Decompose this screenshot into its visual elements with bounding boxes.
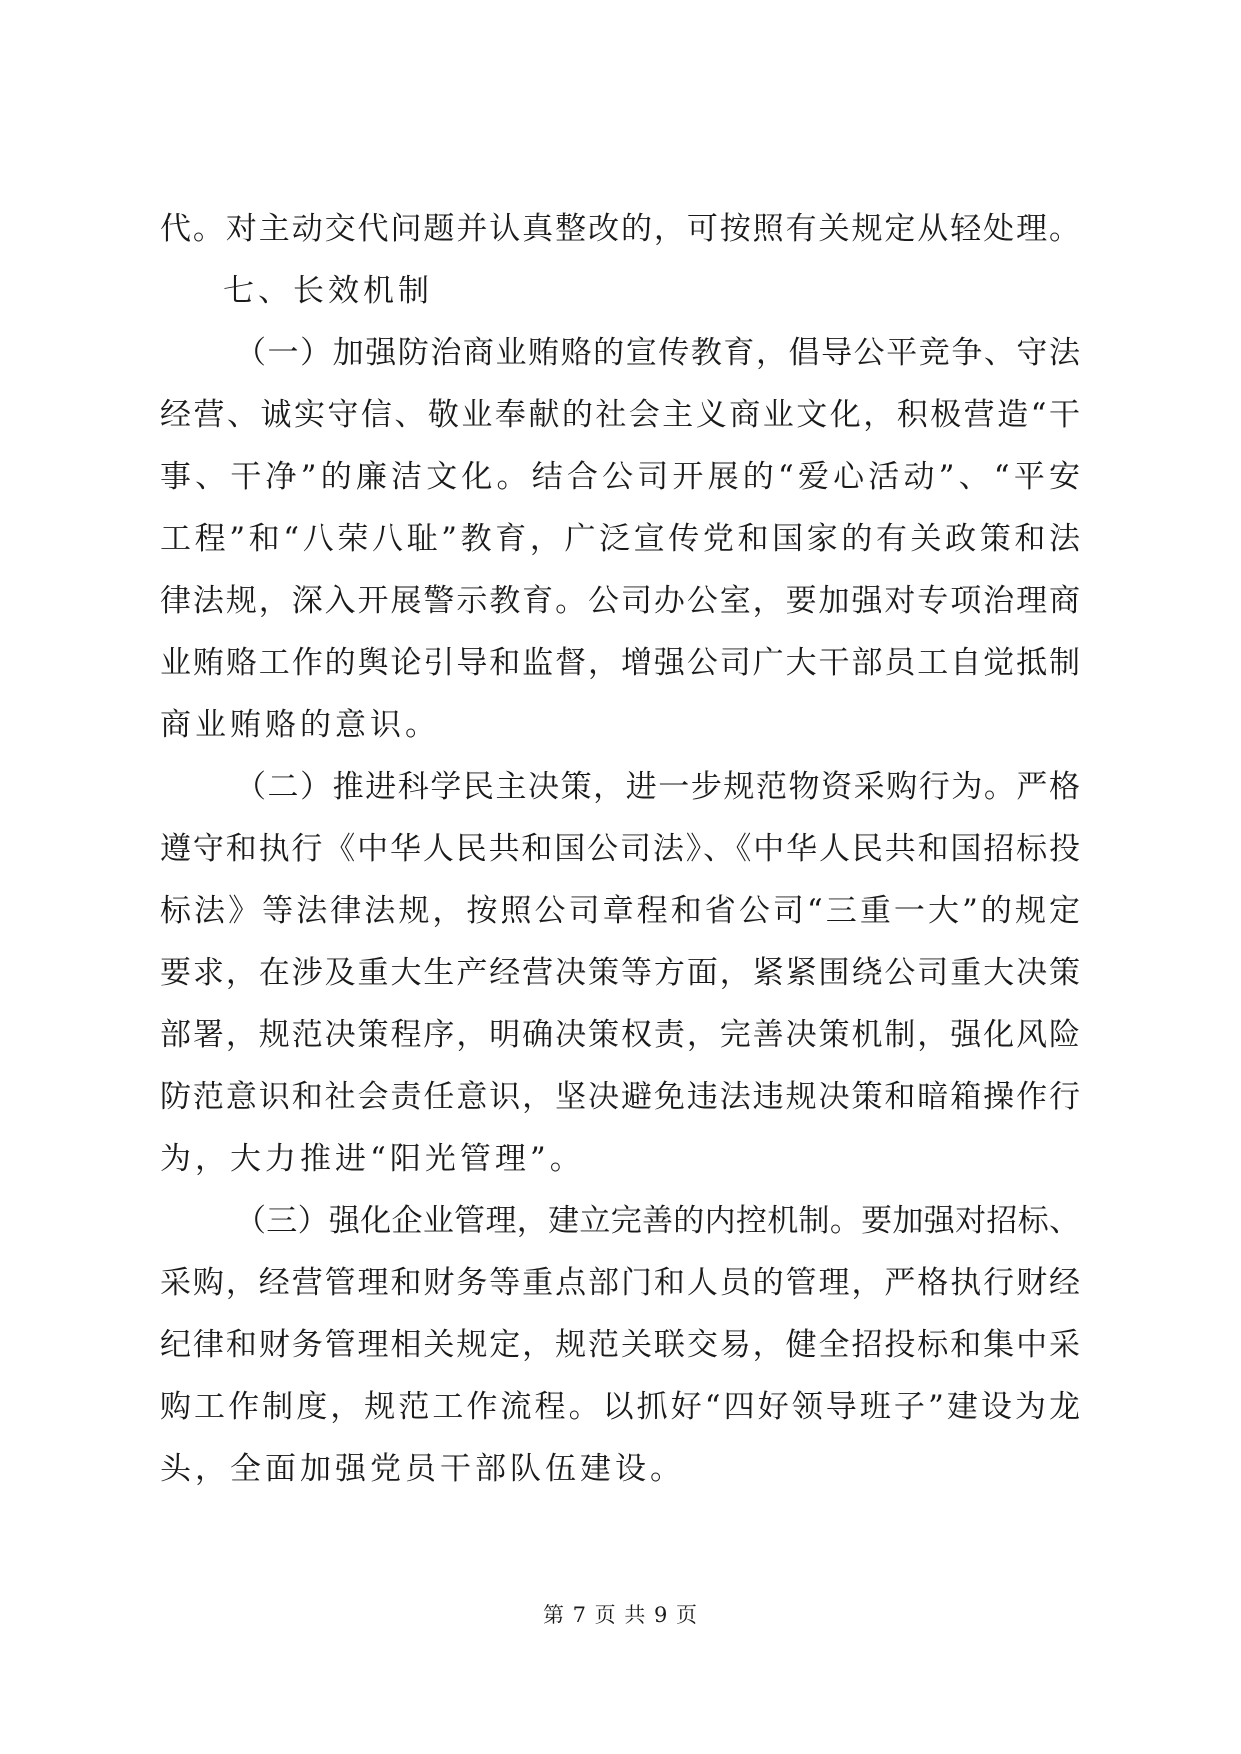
text-line: 采购，经营管理和财务等重点部门和人员的管理，严格执行财经 <box>160 1265 1080 1301</box>
paragraph-first-line: （三）强化企业管理，建立完善的内控机制。要加强对招标、 <box>235 1203 1080 1239</box>
section-heading: 七、长效机制 <box>223 273 433 309</box>
text-line: 部署，规范决策程序，明确决策权责，完善决策机制，强化风险 <box>160 1017 1080 1053</box>
text-line: 经营、诚实守信、敬业奉献的社会主义商业文化，积极营造“干 <box>160 397 1080 433</box>
text-line: 代。对主动交代问题并认真整改的，可按照有关规定从轻处理。 <box>160 211 1080 247</box>
text-line: 标法》等法律法规，按照公司章程和省公司“三重一大”的规定 <box>160 893 1080 929</box>
text-line: 防范意识和社会责任意识，坚决避免违法违规决策和暗箱操作行 <box>160 1079 1080 1115</box>
text-line: 纪律和财务管理相关规定，规范关联交易，健全招投标和集中采 <box>160 1327 1080 1363</box>
text-line: 商业贿赂的意识。 <box>160 707 440 743</box>
paragraph-first-line: （一）加强防治商业贿赂的宣传教育，倡导公平竞争、守法 <box>235 335 1080 371</box>
text-line: 头，全面加强党员干部队伍建设。 <box>160 1451 685 1487</box>
page-number: 第 7 页 共 9 页 <box>542 1603 699 1627</box>
text-line: 遵守和执行《中华人民共和国公司法》、《中华人民共和国招标投 <box>160 831 1080 867</box>
paragraph-first-line: （二）推进科学民主决策，进一步规范物资采购行为。严格 <box>235 769 1080 805</box>
text-line: 要求，在涉及重大生产经营决策等方面，紧紧围绕公司重大决策 <box>160 955 1080 991</box>
text-line: 律法规，深入开展警示教育。公司办公室，要加强对专项治理商 <box>160 583 1080 619</box>
document-body <box>160 198 1080 1500</box>
text-line: 事、干净”的廉洁文化。结合公司开展的“爱心活动”、“平安 <box>160 459 1080 495</box>
text-line: 工程”和“八荣八耻”教育，广泛宣传党和国家的有关政策和法 <box>160 521 1080 557</box>
text-line: 为，大力推进“阳光管理”。 <box>160 1141 585 1177</box>
text-line: 购工作制度，规范工作流程。以抓好“四好领导班子”建设为龙 <box>160 1389 1080 1425</box>
text-line: 业贿赂工作的舆论引导和监督，增强公司广大干部员工自觉抵制 <box>160 645 1080 681</box>
